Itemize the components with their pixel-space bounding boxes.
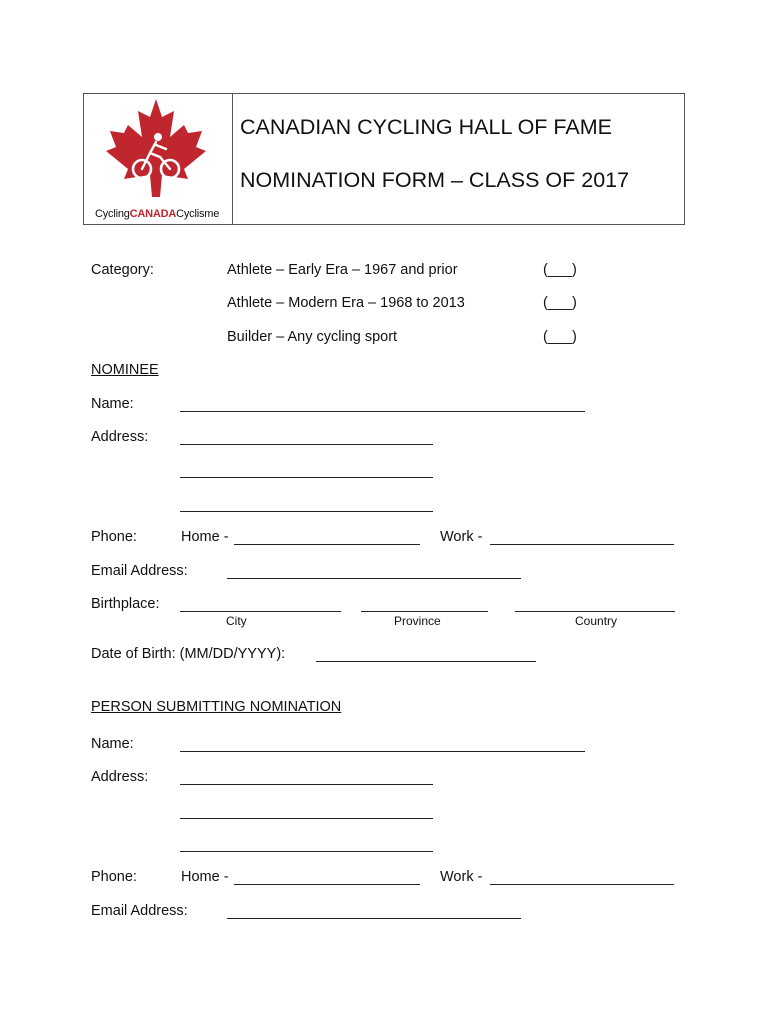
nominee-name-label: Name: xyxy=(91,396,134,412)
nominee-birthplace-label: Birthplace: xyxy=(91,596,160,612)
form-title: CANADIAN CYCLING HALL OF FAME xyxy=(240,115,612,139)
submitter-email-field[interactable] xyxy=(227,918,521,919)
submitter-home-label: Home - xyxy=(181,869,229,885)
category-option-early-era: Athlete – Early Era – 1967 and prior xyxy=(227,262,458,278)
form-subtitle: NOMINATION FORM – CLASS OF 2017 xyxy=(240,168,630,192)
category-blank-modern-era[interactable]: (___) xyxy=(543,295,577,311)
submitter-address-label: Address: xyxy=(91,769,149,785)
header-divider xyxy=(232,93,233,225)
submitter-address-field-2[interactable] xyxy=(180,818,433,819)
nominee-email-field[interactable] xyxy=(227,578,521,579)
nominee-work-phone-field[interactable] xyxy=(490,544,674,545)
submitter-heading: PERSON SUBMITTING NOMINATION xyxy=(91,699,342,715)
submitter-address-field-3[interactable] xyxy=(180,851,433,852)
submitter-name-label: Name: xyxy=(91,736,134,752)
nominee-address-label: Address: xyxy=(91,429,149,445)
nominee-dob-field[interactable] xyxy=(316,661,536,662)
nominee-email-label: Email Address: xyxy=(91,563,188,579)
maple-leaf-cyclist-logo-icon xyxy=(90,97,222,223)
birthplace-province-caption: Province xyxy=(394,614,441,628)
submitter-name-field[interactable] xyxy=(180,751,585,752)
submitter-work-label: Work - xyxy=(440,869,483,885)
submitter-email-label: Email Address: xyxy=(91,903,188,919)
nominee-work-label: Work - xyxy=(440,529,483,545)
nominee-dob-label: Date of Birth: (MM/DD/YYYY): xyxy=(91,646,286,662)
category-option-modern-era: Athlete – Modern Era – 1968 to 2013 xyxy=(227,295,465,311)
category-blank-early-era[interactable]: (___) xyxy=(543,262,577,278)
nominee-name-field[interactable] xyxy=(180,411,585,412)
submitter-work-phone-field[interactable] xyxy=(490,884,674,885)
submitter-home-phone-field[interactable] xyxy=(234,884,420,885)
cycling-canada-wordmark: CyclingCANADACyclisme xyxy=(95,208,220,220)
nominee-heading: NOMINEE xyxy=(91,362,159,378)
birthplace-country-caption: Country xyxy=(575,614,618,628)
nominee-home-phone-field[interactable] xyxy=(234,544,420,545)
submitter-address-field-1[interactable] xyxy=(180,784,433,785)
nominee-phone-label: Phone: xyxy=(91,529,137,545)
nominee-birthplace-province-field[interactable] xyxy=(361,611,488,612)
nominee-address-field-2[interactable] xyxy=(180,477,433,478)
nominee-birthplace-country-field[interactable] xyxy=(515,611,675,612)
category-label: Category: xyxy=(91,262,154,278)
birthplace-city-caption: City xyxy=(226,614,247,628)
nominee-home-label: Home - xyxy=(181,529,229,545)
submitter-phone-label: Phone: xyxy=(91,869,137,885)
nominee-birthplace-city-field[interactable] xyxy=(180,611,341,612)
category-blank-builder[interactable]: (___) xyxy=(543,329,577,345)
category-option-builder: Builder – Any cycling sport xyxy=(227,329,398,345)
nominee-address-field-3[interactable] xyxy=(180,511,433,512)
nominee-address-field-1[interactable] xyxy=(180,444,433,445)
